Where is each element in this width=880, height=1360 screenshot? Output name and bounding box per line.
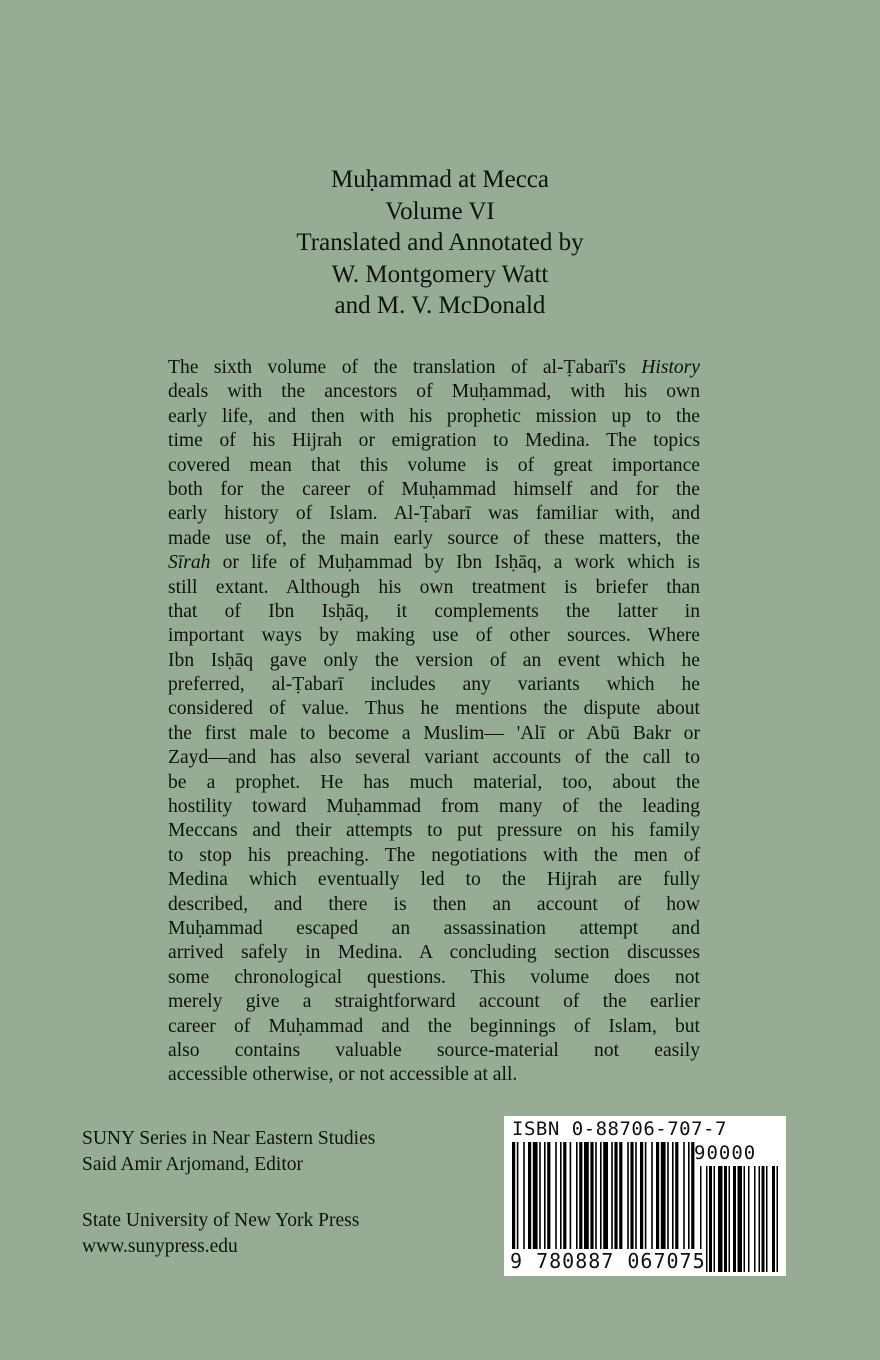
barcode-bar — [584, 1142, 589, 1254]
description-line: hostility toward Muḥammad from many of the leading — [168, 796, 700, 818]
barcode-bar — [635, 1142, 637, 1254]
volume-number: Volume VI — [385, 197, 495, 225]
price-bar — [718, 1166, 723, 1272]
barcode-bar — [570, 1142, 572, 1254]
description-line: arrived safely in Medina. A concluding section discusses — [168, 942, 700, 964]
barcode-bar — [563, 1142, 566, 1254]
price-bar — [714, 1166, 716, 1272]
description-line: covered mean that this volume is of great importance — [168, 454, 700, 476]
book-description — [168, 356, 700, 1088]
price-bar — [706, 1166, 708, 1272]
description-line: The sixth volume of the translation of al-Ṭabarī's History — [168, 357, 700, 378]
barcode-bar — [645, 1142, 647, 1254]
publisher-name: State University of New York Press — [82, 1210, 360, 1231]
series-info — [82, 1126, 375, 1178]
price-bar — [762, 1166, 765, 1272]
barcode-bar — [533, 1142, 538, 1254]
description-line: to stop his preaching. The negotiations with the men of — [168, 844, 700, 866]
co-translator-name: and M. V. McDonald — [334, 292, 546, 319]
barcode-bar — [651, 1142, 653, 1254]
barcode-bar — [627, 1142, 629, 1254]
barcode-bar — [611, 1142, 613, 1254]
barcode-bar — [630, 1142, 633, 1254]
price-bar — [766, 1166, 768, 1272]
barcode-bar — [600, 1142, 602, 1254]
barcode-bar — [661, 1142, 666, 1254]
title-block — [0, 164, 880, 322]
publisher-info — [82, 1208, 359, 1260]
price-bar — [748, 1166, 750, 1272]
description-line: Ibn Isḥāq gave only the version of an event which he — [168, 649, 700, 671]
barcode-bar — [579, 1142, 582, 1254]
publisher-website: www.sunypress.edu — [82, 1236, 238, 1257]
barcode-bar — [544, 1142, 546, 1254]
barcode-bar — [555, 1142, 557, 1254]
barcode-bar — [590, 1142, 593, 1254]
barcode-bar — [603, 1142, 608, 1254]
price-code: 90000 — [694, 1142, 757, 1164]
barcode-bar — [576, 1142, 578, 1254]
description-line: Muḥammad escaped an assassination attempt and — [168, 917, 700, 939]
price-bar — [724, 1166, 727, 1272]
barcode-bar — [528, 1142, 531, 1254]
barcode-bar — [675, 1142, 678, 1254]
book-title: Muḥammad at Mecca — [331, 166, 549, 193]
description-line: early life, and then with his prophetic mission up to the — [168, 405, 700, 427]
barcode-bar — [560, 1142, 562, 1254]
description-line: Sīrah or life of Muḥammad by Ibn Isḥāq, a work which is — [168, 552, 700, 574]
price-bar — [709, 1166, 712, 1272]
series-name: SUNY Series in Near Eastern Studies — [82, 1128, 376, 1149]
description-line: some chronological questions. This volume does not — [168, 966, 700, 988]
description-line: considered of value. Thus he mentions the dispute about — [168, 698, 700, 720]
price-bar — [772, 1166, 775, 1272]
translator-credit: Translated and Annotated by — [296, 229, 584, 256]
description-line: still extant. Although his own treatment is briefer than — [168, 576, 700, 598]
barcode-bar — [640, 1142, 643, 1254]
barcode-bar — [688, 1142, 690, 1254]
translator-name: W. Montgomery Watt — [331, 260, 549, 288]
description-line: made use of, the main early source of these matters, the — [168, 527, 700, 549]
barcode-bar — [656, 1142, 659, 1254]
barcode-bar — [667, 1142, 669, 1254]
barcode-bar — [672, 1142, 674, 1254]
description-line: be a prophet. He has much material, too, about the — [168, 771, 700, 793]
description-line: accessible otherwise, or not accessible at all. — [168, 1064, 518, 1086]
barcode-bar — [539, 1142, 541, 1254]
description-line: preferred, al-Ṭabarī includes any variants which he — [168, 674, 700, 696]
price-bar — [733, 1166, 736, 1272]
description-line: important ways by making use of other sources. Where — [168, 625, 700, 647]
price-bar — [754, 1166, 756, 1272]
barcode-bar — [517, 1142, 519, 1254]
isbn-label: ISBN 0-88706-707-7 — [512, 1118, 727, 1140]
barcode-bar — [683, 1142, 685, 1254]
description-line: the first male to become a Muslim— 'Alī or Abū Bakr or — [168, 722, 700, 744]
ean-digits: 9 780887 067075 — [510, 1249, 706, 1273]
barcode-bar — [523, 1142, 525, 1254]
description-line: Zayd—and has also several variant accounts of the call to — [168, 747, 700, 769]
barcode-bar — [614, 1142, 617, 1254]
description-line: early history of Islam. Al-Ṭabarī was familiar with, and — [168, 503, 700, 525]
price-bar — [759, 1166, 761, 1272]
price-bar — [744, 1166, 746, 1272]
price-bar — [738, 1166, 743, 1272]
description-line: career of Muḥammad and the beginnings of Islam, but — [168, 1015, 700, 1037]
barcode-panel — [504, 1116, 786, 1276]
barcode-bar — [619, 1142, 622, 1254]
description-line: described, and there is then an account of how — [168, 893, 700, 915]
description-line: that of Ibn Isḥāq, it complements the latter in — [168, 600, 700, 622]
description-line: time of his Hijrah or emigration to Medina. The topics — [168, 430, 700, 452]
description-line: deals with the ancestors of Muḥammad, with his own — [168, 381, 700, 403]
description-line: merely give a straightforward account of the earlier — [168, 991, 700, 1013]
description-line: also contains valuable source-material not easily — [168, 1039, 700, 1061]
description-line: Meccans and their attempts to put pressure on his family — [168, 820, 700, 842]
description-line: Medina which eventually led to the Hijrah are fully — [168, 869, 700, 891]
barcode-bar — [512, 1142, 515, 1254]
price-bar — [777, 1166, 779, 1272]
price-bar — [729, 1166, 731, 1272]
description-line: both for the career of Muḥammad himself and for the — [168, 478, 700, 500]
barcode-bar — [547, 1142, 550, 1254]
series-editor: Said Amir Arjomand, Editor — [82, 1154, 303, 1175]
barcode-bar — [595, 1142, 597, 1254]
